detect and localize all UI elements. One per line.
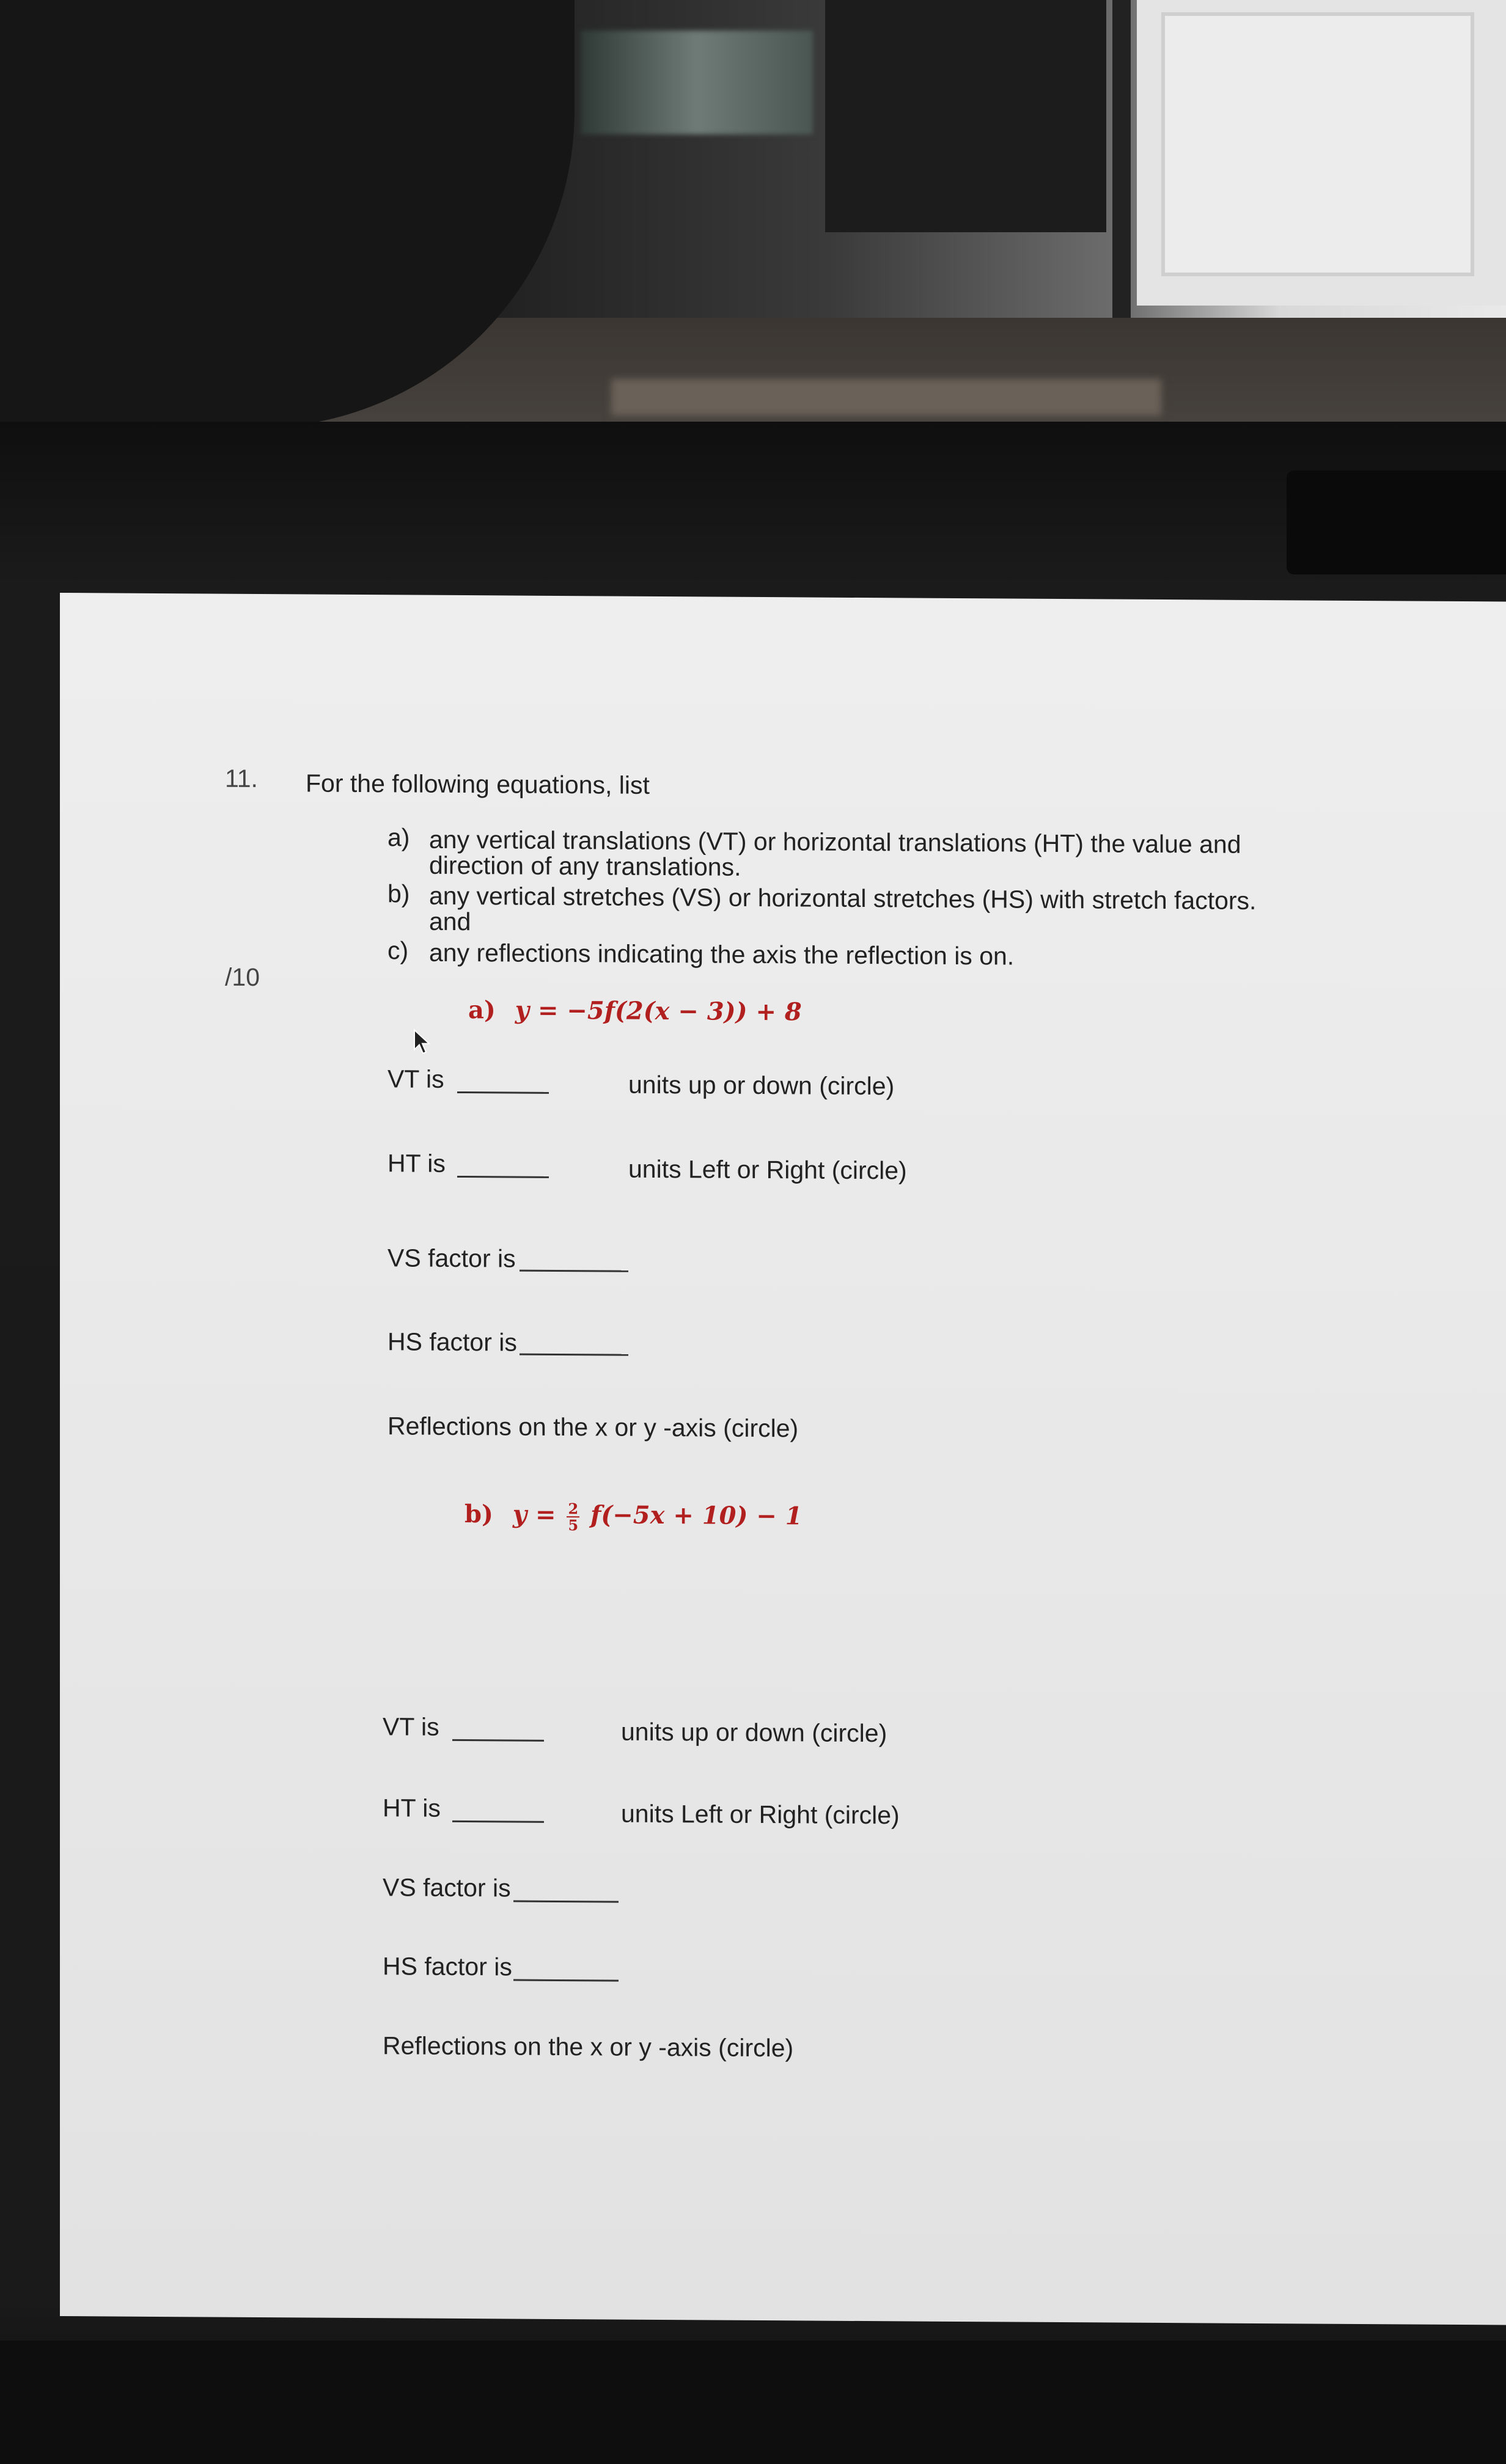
part-a-hs-label: HS factor is [388, 1327, 517, 1357]
part-b-vt-suffix: units up or down (circle) [621, 1717, 887, 1748]
part-b-rhs: f(−5x + 10) − 1 [590, 1500, 803, 1531]
part-b-ht-blank[interactable] [452, 1821, 544, 1823]
part-a-label: a) [468, 996, 496, 1025]
part-a-hs-blank[interactable] [520, 1354, 628, 1356]
part-b-lhs: y = [512, 1500, 556, 1529]
worksheet-screen [60, 593, 1506, 2325]
part-a-vt-label: VT is [388, 1065, 444, 1093]
instruction-c-line1: any reflections indicating the axis the reflection is on. [429, 938, 1015, 970]
part-a-ht-blank[interactable] [457, 1176, 549, 1178]
part-a-vs-blank[interactable] [520, 1270, 628, 1272]
part-b-reflection: Reflections on the x or y -axis (circle) [383, 2031, 794, 2062]
part-a-reflection: Reflections on the x or y -axis (circle) [388, 1412, 799, 1443]
part-b-ht-label: HT is [383, 1794, 441, 1822]
instruction-b-line2: and [429, 907, 471, 936]
instruction-c-letter: c) [388, 936, 409, 965]
door-frame [1112, 0, 1131, 318]
part-b-fraction [567, 1501, 579, 1533]
part-b-label: b) [465, 1500, 493, 1529]
instruction-a-letter: a) [388, 823, 410, 852]
door-panel [1161, 12, 1474, 276]
part-a-formula: y = −5f(2(x − 3)) + 8 [515, 996, 802, 1027]
part-a-ht-label: HT is [388, 1149, 446, 1178]
instruction-b-letter: b) [388, 879, 410, 908]
part-b-fraction-numerator: 2 [568, 1499, 579, 1517]
part-a-ht-suffix: units Left or Right (circle) [628, 1154, 907, 1185]
part-b-equation [465, 1500, 803, 1535]
background-room-photo [0, 0, 1506, 452]
instruction-a-line1: any vertical translations (VT) or horizontal translations (HT) the value and [429, 825, 1241, 859]
monitor-bottom-bezel [0, 2341, 1506, 2464]
mouse-cursor-icon [413, 1029, 432, 1060]
part-a-vt-suffix: units up or down (circle) [628, 1070, 895, 1101]
rug [611, 379, 1161, 416]
part-b-hs-blank[interactable] [513, 1979, 619, 1982]
part-a-equation [468, 996, 802, 1026]
instruction-a-line2: direction of any translations. [429, 851, 741, 881]
part-b-fraction-denominator: 5 [568, 1516, 579, 1535]
instruction-b-line1: any vertical stretches (VS) or horizontal stretches (HS) with stretch factors. [429, 881, 1257, 915]
window-blur [581, 31, 813, 134]
part-b-vs-blank[interactable] [513, 1901, 619, 1903]
monitor-top-edge [1287, 471, 1506, 574]
question-marks: /10 [225, 963, 260, 991]
question-number: 11. [225, 764, 258, 793]
part-b-vt-label: VT is [383, 1712, 439, 1741]
part-b-ht-suffix: units Left or Right (circle) [621, 1799, 900, 1830]
part-b-vt-blank[interactable] [452, 1739, 544, 1742]
part-a-vs-label: VS factor is [388, 1244, 516, 1273]
shelf-shadow [825, 0, 1106, 232]
part-b-vs-label: VS factor is [383, 1873, 511, 1902]
question-prompt: For the following equations, list [306, 769, 650, 799]
part-a-vt-blank[interactable] [457, 1091, 549, 1094]
part-b-hs-label: HS factor is [383, 1952, 512, 1981]
